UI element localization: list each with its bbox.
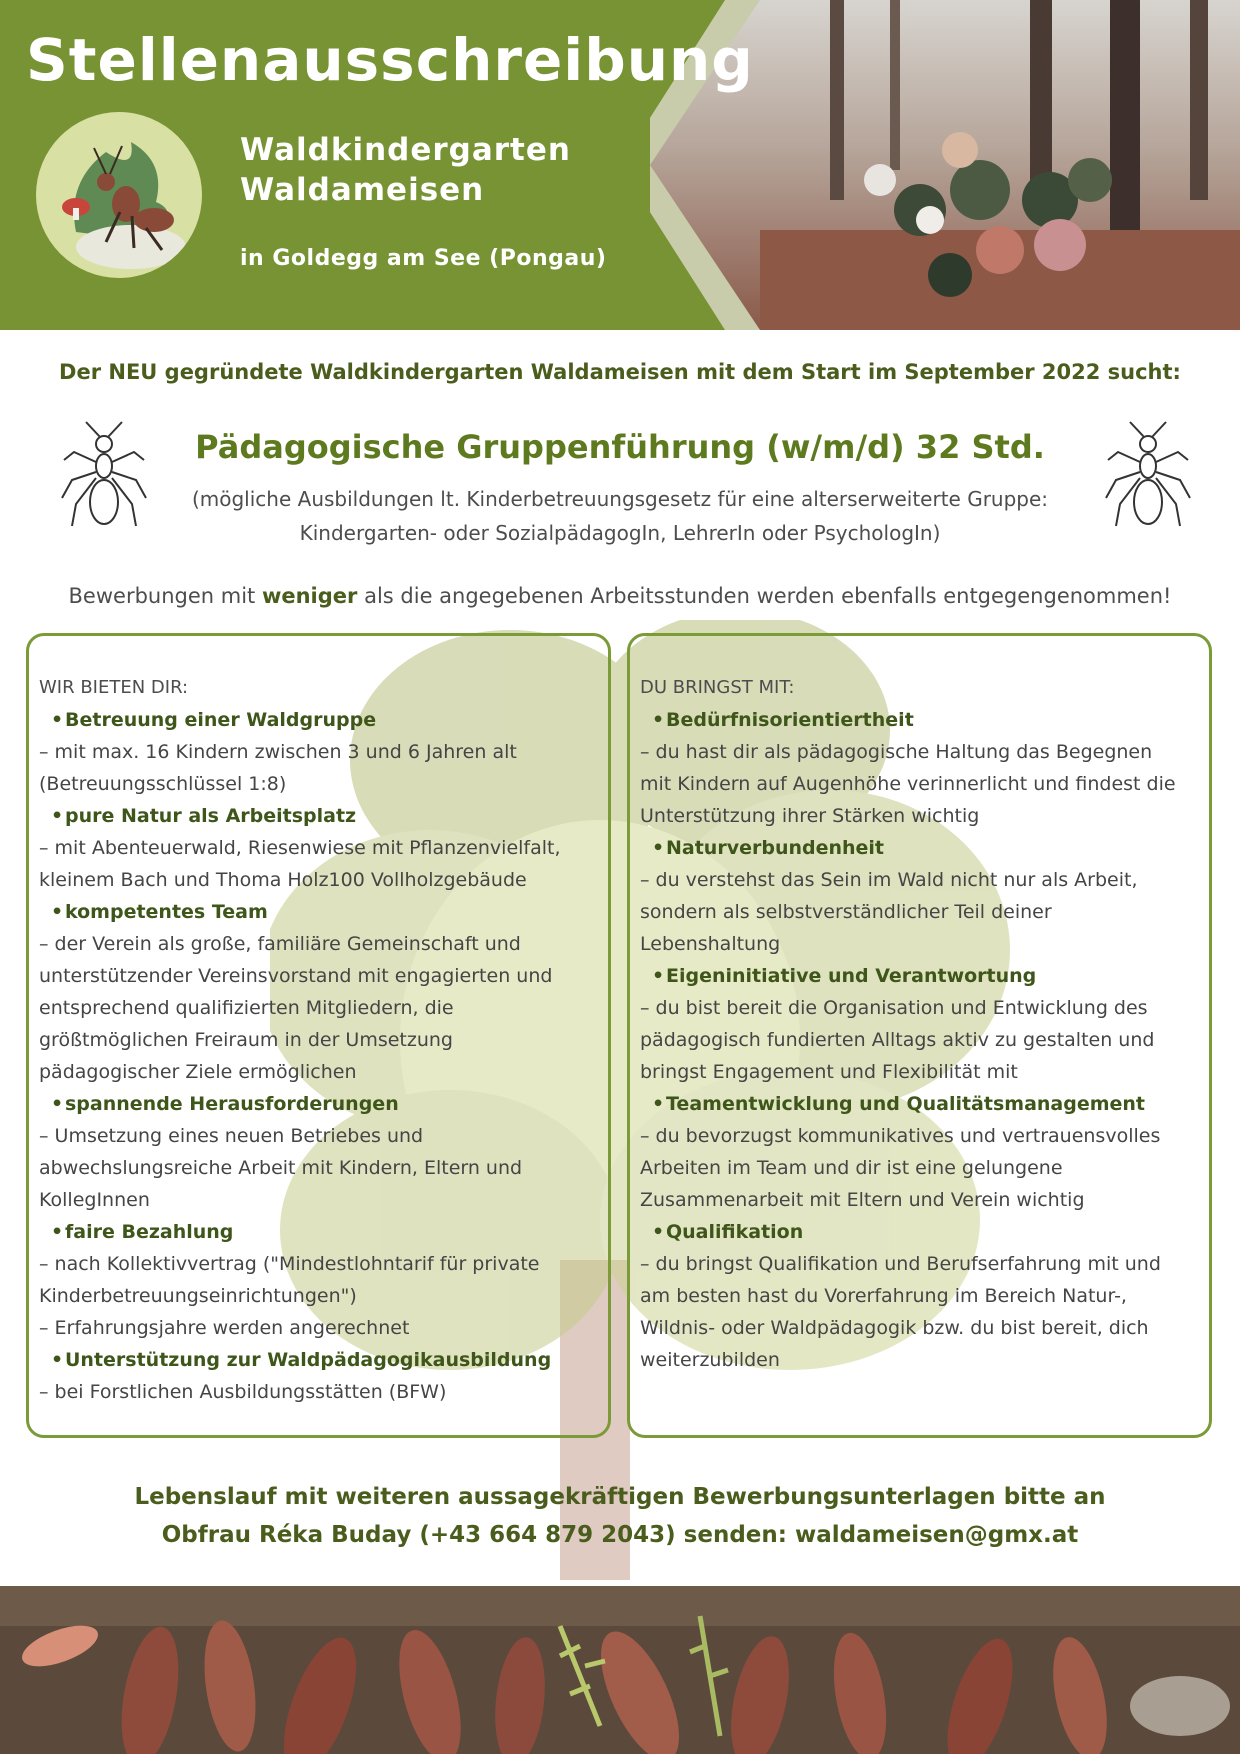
ant-logo-icon [36, 112, 202, 278]
offer-item-desc: größtmöglichen Freiraum in der Umsetzung [39, 1029, 453, 1051]
requirement-item-desc: – du bevorzugst kommunikatives und vertrauensvolles [640, 1125, 1161, 1147]
contact-info [0, 1478, 1240, 1554]
notice-bold: weniger [261, 584, 358, 608]
requirement-item-desc: – du bist bereit die Organisation und Entwicklung des [640, 997, 1148, 1019]
offer-item-desc: pädagogischer Ziele ermöglichen [39, 1061, 357, 1083]
contact-line-1: Lebenslauf mit weiteren aussagekräftigen Bewerbungsunterlagen bitte an [134, 1484, 1106, 1510]
offer-item-desc: – mit Abenteuerwald, Riesenwiese mit Pflanzenvielfalt, [39, 837, 561, 859]
org-line-2: Waldameisen [240, 172, 485, 208]
offer-item-title: • faire Bezahlung [39, 1216, 598, 1248]
offer-item-desc: kleinem Bach und Thoma Holz100 Vollholzgebäude [39, 869, 527, 891]
offer-item-title: • Betreuung einer Waldgruppe [39, 704, 598, 736]
requirement-item-desc: – du verstehst das Sein im Wald nicht nur als Arbeit, [640, 869, 1138, 891]
logo-graphic [36, 112, 202, 278]
offer-item-title: • kompetentes Team [39, 896, 598, 928]
offer-item-title: • Unterstützung zur Waldpädagogikausbildung [39, 1344, 598, 1376]
requirement-item-desc: Lebenshaltung [640, 933, 781, 955]
offer-item-title: • pure Natur als Arbeitsplatz [39, 800, 598, 832]
requirements-box [627, 633, 1212, 1438]
requirement-item-desc: sondern als selbstverständlicher Teil deiner [640, 901, 1052, 923]
requirement-item-desc: pädagogisch fundierten Alltags aktiv zu gestalten und [640, 1029, 1155, 1051]
requirements-heading: DU BRINGST MIT: [640, 677, 795, 698]
org-name [240, 130, 571, 210]
org-line-1: Waldkindergarten [240, 132, 571, 168]
requirement-item-desc: – du hast dir als pädagogische Haltung das Begegnen [640, 741, 1153, 763]
offer-item-desc: KollegInnen [39, 1189, 150, 1211]
qualification-line-1: (mögliche Ausbildungen lt. Kinderbetreuungsgesetz für eine alterserweiterte Gruppe: [191, 487, 1049, 511]
header-banner [0, 0, 1240, 330]
offer-item-desc: unterstützender Vereinsvorstand mit engagierten und [39, 965, 553, 987]
offer-list [39, 704, 598, 1408]
requirement-item-desc: Unterstützung ihrer Stärken wichtig [640, 805, 980, 827]
requirement-item-desc: mit Kindern auf Augenhöhe verinnerlicht und findest die [640, 773, 1176, 795]
requirement-item-title: • Bedürfnisorientiertheit [640, 704, 1199, 736]
requirement-item-desc: weiterzubilden [640, 1349, 780, 1371]
offer-item-title: • spannende Herausforderungen [39, 1088, 598, 1120]
requirement-item-desc: Wildnis- oder Waldpädagogik bzw. du bist bereit, dich [640, 1317, 1149, 1339]
requirement-item-title: • Qualifikation [640, 1216, 1199, 1248]
requirement-item-title: • Naturverbundenheit [640, 832, 1199, 864]
offer-item-desc: – nach Kollektivvertrag ("Mindestlohntarif für private [39, 1253, 540, 1275]
offer-item-desc: – mit max. 16 Kindern zwischen 3 und 6 Jahren alt [39, 741, 517, 763]
offer-item-desc: abwechslungsreiche Arbeit mit Kindern, Eltern und [39, 1157, 523, 1179]
requirement-item-desc: – du bringst Qualifikation und Berufserfahrung mit und [640, 1253, 1161, 1275]
notice-before: Bewerbungen mit [68, 584, 262, 608]
pine-cones-photo [0, 1586, 1240, 1754]
page-title: Stellenausschreibung [26, 26, 754, 94]
contact-line-2: Obfrau Réka Buday (+43 664 879 2043) senden: waldameisen@gmx.at [161, 1522, 1079, 1548]
requirement-item-desc: am besten hast du Vorerfahrung im Bereich Natur-, [640, 1285, 1127, 1307]
qualification-note [150, 482, 1090, 550]
offer-item-desc: entsprechend qualifizierten Mitgliedern, die [39, 997, 454, 1019]
offer-item-desc: – Erfahrungsjahre werden angerechnet [39, 1317, 410, 1339]
location-text: in Goldegg am See (Pongau) [240, 246, 607, 271]
requirement-item-title: • Eigeninitiative und Verantwortung [640, 960, 1199, 992]
offer-item-desc: – der Verein als große, familiäre Gemeinschaft und [39, 933, 521, 955]
requirement-item-desc: bringst Engagement und Flexibilität mit [640, 1061, 1018, 1083]
notice-after: als die angegebenen Arbeitsstunden werden ebenfalls entgegengenommen! [357, 584, 1172, 608]
offer-item-desc: (Betreuungsschlüssel 1:8) [39, 773, 287, 795]
requirements-list [640, 704, 1199, 1376]
position-title: Pädagogische Gruppenführung (w/m/d) 32 Std. [195, 428, 1045, 466]
offer-item-desc: – Umsetzung eines neuen Betriebes und [39, 1125, 424, 1147]
requirement-item-desc: Zusammenarbeit mit Eltern und Verein wichtig [640, 1189, 1085, 1211]
offer-item-desc: Kinderbetreuungseinrichtungen") [39, 1285, 357, 1307]
application-notice [0, 584, 1240, 608]
offer-item-desc: – bei Forstlichen Ausbildungsstätten (BFW) [39, 1381, 447, 1403]
offer-box [26, 633, 611, 1438]
qualification-line-2: Kindergarten- oder SozialpädagogIn, LehrerIn oder PsychologIn) [299, 521, 941, 545]
requirement-item-title: • Teamentwicklung und Qualitätsmanagement [640, 1088, 1199, 1120]
intro-text: Der NEU gegründete Waldkindergarten Waldameisen mit dem Start im September 2022 sucht: [59, 360, 1181, 384]
requirement-item-desc: Arbeiten im Team und dir ist eine gelungene [640, 1157, 1063, 1179]
offer-heading: WIR BIETEN DIR: [39, 677, 189, 698]
